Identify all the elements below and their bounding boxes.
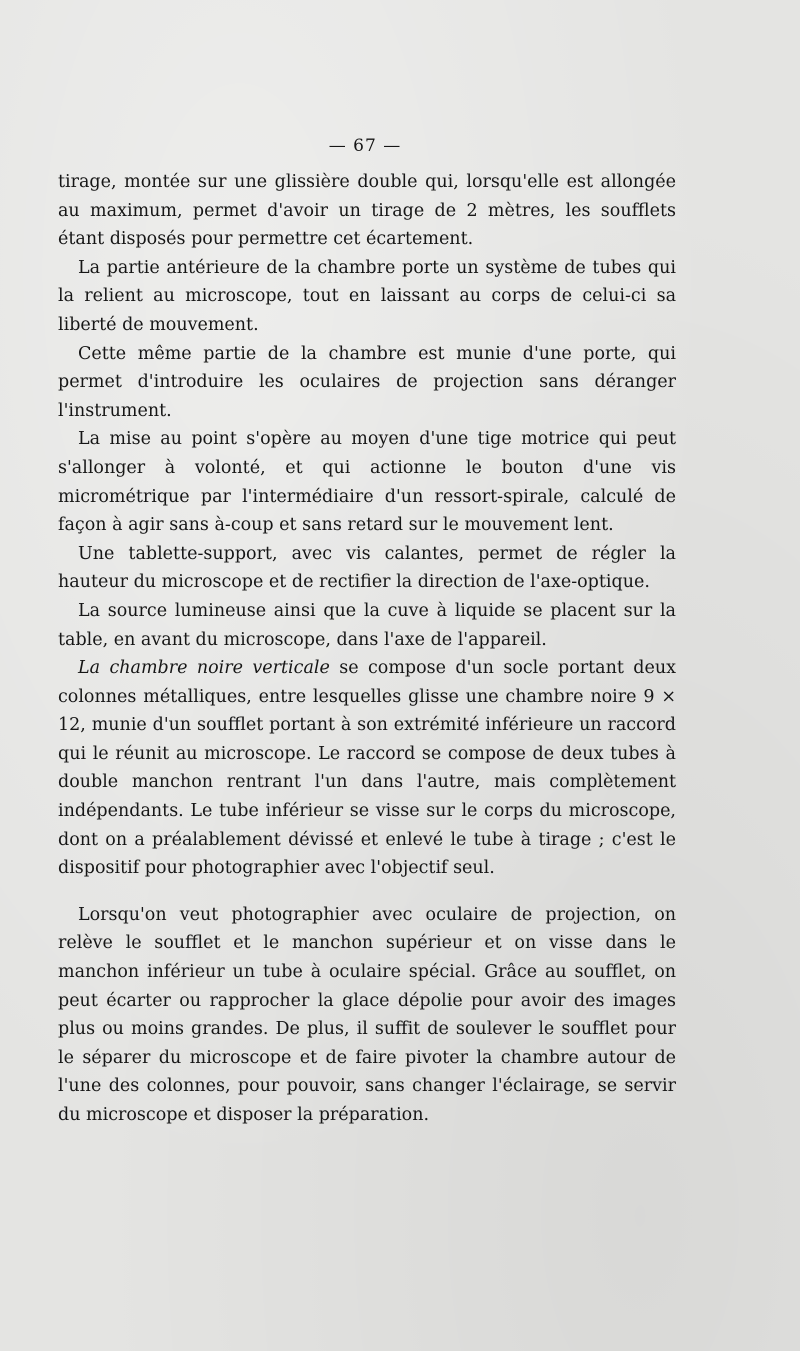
paragraph-8: Lorsqu'on veut photographier avec oculaire de projection, on relève le soufflet et le manchon supérieur et on visse dans le manchon inférieur un tube à oculaire spécial. Grâce au soufflet, on peut écarter ou rapprocher la glace dépolie pour avoir des images plus ou moins grandes. De plus, il suffit de soulever le soufflet pour le séparer du microscope et de faire pivoter la chambre autour de l'une des colonnes, pour pouvoir, sans changer l'éclairage, se servir du microscope et disposer la préparation. <box>58 904 676 1125</box>
paragraph-5: Une tablette-support, avec vis calantes, permet de régler la hauteur du microscope et de rectifier la direction de l'axe-optique. <box>58 543 676 593</box>
paragraph-2: La partie antérieure de la chambre porte un système de tubes qui la relient au microscope, tout en laissant au corps de celui-ci sa liberté de mouvement. <box>58 257 676 335</box>
page-number: — 67 — <box>328 136 402 156</box>
paragraph-1: tirage, montée sur une glissière double qui, lorsqu'elle est allongée au maximum, permet d'avoir un tirage de 2 mètres, les soufflets étant disposés pour permettre cet écartement. <box>58 172 676 250</box>
body-text <box>58 168 676 1130</box>
section-heading-italic: La chambre noire verticale <box>78 658 330 679</box>
paragraph-7 <box>58 654 676 883</box>
paragraph-4: La mise au point s'opère au moyen d'une tige motrice qui peut s'allonger à volonté, et qui actionne le bouton d'une vis micrométrique par l'intermédiaire d'un ressort-spirale, calculé de façon à agir sans à-coup et sans retard sur le mouvement lent. <box>58 429 676 536</box>
paragraph-6: La source lumineuse ainsi que la cuve à liquide se placent sur la table, en avant du microscope, dans l'axe de l'appareil. <box>58 600 676 650</box>
paragraph-7-text: se compose d'un socle portant deux colonnes métalliques, entre lesquelles glisse une chambre noire 9 × 12, munie d'un soufflet portant à son extrémité inférieure un raccord qui le réunit au microscope. Le raccord se compose de deux tubes à double manchon rentrant l'un dans l'autre, mais complètement indépendants. Le tube inférieur se visse sur le corps du microscope, dont on a préalablement dévissé et enlevé le tube à tirage ; c'est le dispositif pour photographier avec l'objectif seul. <box>58 658 676 879</box>
paragraph-3: Cette même partie de la chambre est munie d'une porte, qui permet d'introduire les oculaires de projection sans déranger l'instrument. <box>58 343 676 421</box>
